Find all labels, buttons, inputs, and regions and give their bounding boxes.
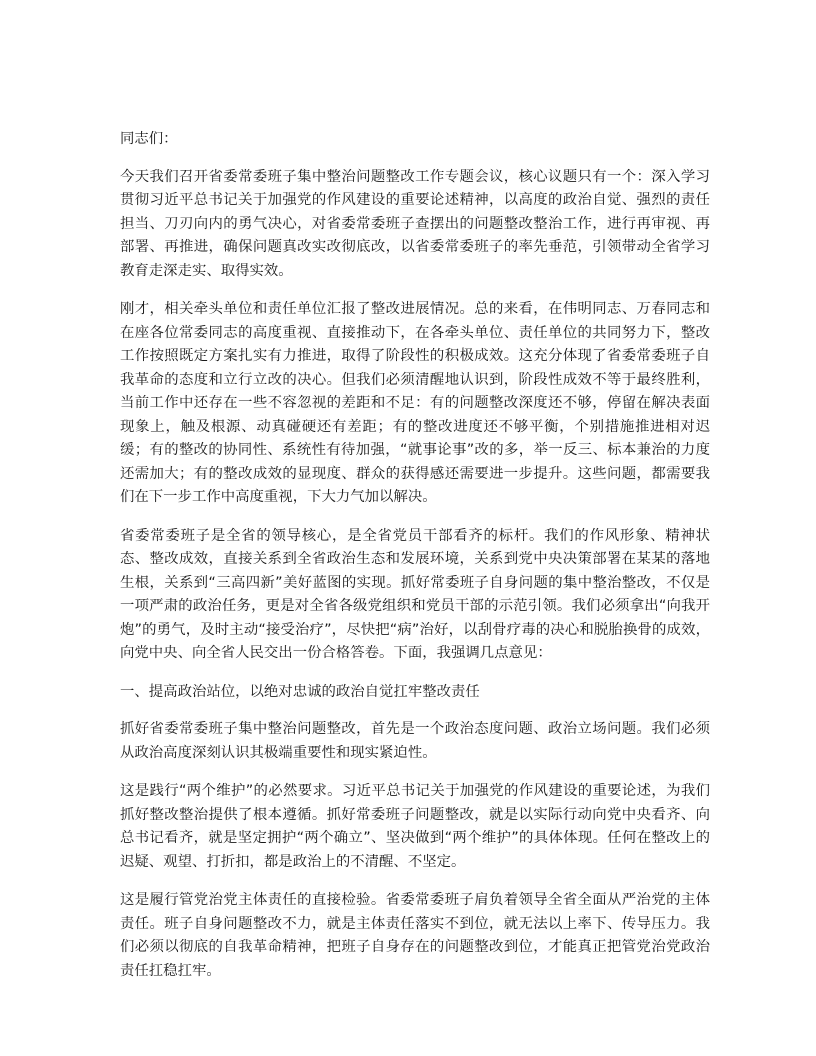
section-heading-1: 一、提高政治站位，以绝对忠诚的政治自觉扛牢整改责任 xyxy=(120,683,480,700)
document-body xyxy=(120,128,710,998)
section-1-paragraph-main-responsibility: 这是履行管党治党主体责任的直接检验。省委常委班子肩负着领导全省全面从严治党的主体责任。班子自身问题整改不力，就是主体责任落实不到位，就无法以上率下、传导压力。我们必须以彻底的自我革命精神，把班子自身存在的问题整改到位，才能真正把管党治党政治责任扛稳扛牢。 xyxy=(120,892,710,979)
section-1-paragraph-two-safeguards: 这是践行“两个维护”的必然要求。习近平总书记关于加强党的作风建设的重要论述，为我们抓好整改整治提供了根本遵循。抓好常委班子问题整改，就是以实际行动向党中央看齐、向总书记看齐，就是坚定拥护“两个确立”、坚决做到“两个维护”的具体体现。任何在整改上的迟疑、观望、打折扣，都是政治上的不清醒、不坚定。 xyxy=(120,783,710,870)
section-1-paragraph-political-attitude: 抓好省委常委班子集中整治问题整改，首先是一个政治态度问题、政治立场问题。我们必须从政治高度深刻认识其极端重要性和现实紧迫性。 xyxy=(120,721,710,761)
paragraph-leadership-core: 省委常委班子是全省的领导核心，是全省党员干部看齐的标杆。我们的作风形象、精神状态、整改成效，直接关系到全省政治生态和发展环境，关系到党中央决策部署在某某的落地生根，关系到“三高四新”美好蓝图的实现。抓好常委班子自身问题的集中整治整改，不仅是一项严肃的政治任务，更是对全省各级党组织和党员干部的示范引领。我们必须拿出“向我开炮”的勇气，及时主动“接受治疗”，尽快把“病”治好，以刮骨疗毒的决心和脱胎换骨的成效，向党中央、向全省人民交出一份合格答卷。下面，我强调几点意见： xyxy=(120,527,710,661)
paragraph-opening: 今天我们召开省委常委班子集中整治问题整改工作专题会议，核心议题只有一个：深入学习贯彻习近平总书记关于加强党的作风建设的重要论述精神，以高度的政治自觉、强烈的责任担当、刀刃向内的勇气决心，对省委常委班子查摆出的问题整改整治工作，进行再审视、再部署、再推进，确保问题真改实改彻底改，以省委常委班子的率先垂范，引领带动全省学习教育走深走实、取得实效。 xyxy=(120,168,710,279)
greeting: 同志们： xyxy=(120,131,178,147)
paragraph-progress-report: 刚才，相关牵头单位和责任单位汇报了整改进展情况。总的来看，在伟明同志、万春同志和在座各位常委同志的高度重视、直接推动下，在各牵头单位、责任单位的共同努力下，整改工作按照既定方案扎实有力推进，取得了阶段性的积极成效。这充分体现了省委常委班子自我革命的态度和立行立改的决心。但我们必须清醒地认识到，阶段性成效不等于最终胜利，当前工作中还存在一些不容忽视的差距和不足：有的问题整改深度还不够，停留在解决表面现象上，触及根源、动真碰硬还有差距；有的整改进度还不够平衡，个别措施推进相对迟缓；有的整改的协同性、系统性有待加强，“就事论事”改的多，举一反三、标本兼治的力度还需加大；有的整改成效的显现度、群众的获得感还需要进一步提升。这些问题，都需要我们在下一步工作中高度重视，下大力气加以解决。 xyxy=(120,301,710,505)
